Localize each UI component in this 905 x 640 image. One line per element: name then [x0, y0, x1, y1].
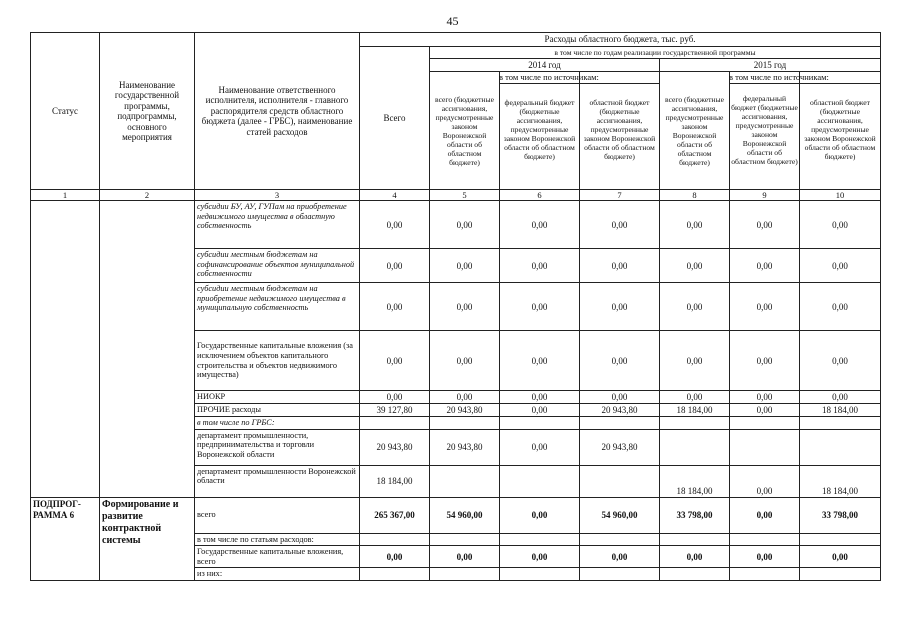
header-2014-federal-cell — [499, 72, 599, 190]
value-cell: 20 943,80 — [430, 404, 500, 417]
header-2015-regional: областной бюджет (бюджетные ассигнования, предусмотренные законом Воронежской области об областном бюджете) — [804, 98, 876, 161]
value-cell: 0,00 — [360, 546, 430, 568]
value-cell: 20 943,80 — [360, 429, 430, 465]
value-cell: 0,00 — [660, 283, 730, 331]
value-cell: 0,00 — [360, 249, 430, 283]
value-cell — [580, 568, 660, 581]
header-year-2015: 2015 год — [660, 58, 881, 72]
value-cell: 0,00 — [730, 546, 800, 568]
value-cell — [430, 465, 500, 497]
col-number: 8 — [660, 190, 730, 201]
value-cell — [430, 417, 500, 430]
value-cell: 20 943,80 — [430, 429, 500, 465]
value-cell: 0,00 — [730, 331, 800, 391]
row-description: в том числе по статьям расходов: — [195, 533, 360, 546]
col-number: 2 — [100, 190, 195, 201]
value-cell: 0,00 — [360, 391, 430, 404]
value-cell: 0,00 — [580, 546, 660, 568]
value-cell — [580, 533, 660, 546]
value-cell: 0,00 — [430, 331, 500, 391]
row-description: субсидии местным бюджетам на приобретение недвижимого имущества в муниципальную собственность — [195, 283, 360, 331]
row-description: департамент промышленности, предпринимательства и торговли Воронежской области — [195, 429, 360, 465]
header-program-name: Наименование государственной программы, подпрограммы, основного мероприятия — [100, 33, 195, 190]
value-cell: 265 367,00 — [360, 497, 430, 533]
value-cell: 0,00 — [730, 391, 800, 404]
value-cell: 0,00 — [500, 331, 580, 391]
value-cell: 0,00 — [500, 249, 580, 283]
row-description: в том числе по ГРБС: — [195, 417, 360, 430]
value-cell: 0,00 — [800, 283, 881, 331]
value-cell: 0,00 — [730, 497, 800, 533]
subprogram-status: ПОДПРОГ-РАММА 6 — [31, 497, 100, 580]
status-cell — [31, 201, 100, 498]
value-cell — [730, 417, 800, 430]
col-number: 9 — [730, 190, 800, 201]
value-cell: 0,00 — [660, 331, 730, 391]
header-2014-regional: областной бюджет (бюджетные ассигнования, предусмотренные законом Воронежской области об областном бюджете) — [583, 98, 656, 161]
col-number: 4 — [360, 190, 430, 201]
header-2014-by-source: в том числе по источникам: — [499, 72, 599, 82]
row-description: из них: — [195, 568, 360, 581]
value-cell — [730, 429, 800, 465]
value-cell: 20 943,80 — [580, 404, 660, 417]
value-cell: 0,00 — [500, 546, 580, 568]
value-cell — [360, 417, 430, 430]
subprogram-name: Формирование и развитие контрактной системы — [100, 497, 195, 580]
value-cell: 0,00 — [800, 391, 881, 404]
row-description: Государственные капитальные вложения (за исключением объектов капитального строительства и объектов недвижимого имущества) — [195, 331, 360, 391]
value-cell: 39 127,80 — [360, 404, 430, 417]
col-number: 6 — [500, 190, 580, 201]
value-cell: 0,00 — [660, 201, 730, 249]
budget-table — [30, 32, 881, 581]
value-cell: 0,00 — [360, 283, 430, 331]
header-2014-federal: федеральный бюджет (бюджетные ассигнования, предусмотренные законом Воронежской области об областном бюджете) — [503, 98, 576, 161]
value-cell: 0,00 — [730, 201, 800, 249]
col-number: 1 — [31, 190, 100, 201]
value-cell — [360, 533, 430, 546]
value-cell: 0,00 — [730, 283, 800, 331]
row-description: Государственные капитальные вложения, всего — [195, 546, 360, 568]
col-number: 3 — [195, 190, 360, 201]
header-2015-all: всего (бюджетные ассигнования, предусмотренные законом Воронежской области об областном бюджете) — [660, 72, 730, 190]
value-cell: 0,00 — [430, 391, 500, 404]
value-cell: 0,00 — [800, 546, 881, 568]
header-2014-regional-cell — [580, 72, 660, 190]
value-cell — [730, 533, 800, 546]
header-expenses-title: Расходы областного бюджета, тыс. руб. — [360, 33, 881, 47]
value-cell — [660, 568, 730, 581]
value-cell: 0,00 — [580, 201, 660, 249]
header-2015-federal-cell — [729, 72, 829, 190]
row-description: субсидии БУ, АУ, ГУПам на приобретение недвижимого имущества в областную собственность — [195, 201, 360, 249]
value-cell: 54 960,00 — [430, 497, 500, 533]
header-2015-by-source: в том числе по источникам: — [729, 72, 829, 82]
value-cell: 33 798,00 — [800, 497, 881, 533]
value-cell — [500, 465, 580, 497]
value-cell — [800, 568, 881, 581]
value-cell: 0,00 — [660, 391, 730, 404]
value-cell: 0,00 — [730, 249, 800, 283]
header-year-2014: 2014 год — [430, 58, 660, 72]
value-cell: 18 184,00 — [660, 465, 730, 497]
header-executor: Наименование ответственного исполнителя, исполнителя - главного распорядителя средств областного бюджета (далее - ГРБС), наименование статей расходов — [195, 33, 360, 190]
value-cell: 0,00 — [500, 404, 580, 417]
row-description: департамент промышленности Воронежской области — [195, 465, 360, 497]
value-cell — [730, 568, 800, 581]
row-description: НИОКР — [195, 391, 360, 404]
value-cell — [660, 533, 730, 546]
value-cell: 0,00 — [580, 331, 660, 391]
value-cell: 0,00 — [730, 465, 800, 497]
header-2015-federal: федеральный бюджет (бюджетные ассигнования, предусмотренные законом Воронежской области об областном бюджете) — [731, 94, 798, 166]
value-cell — [800, 417, 881, 430]
value-cell: 18 184,00 — [800, 465, 881, 497]
page-number: 45 — [446, 14, 459, 28]
value-cell — [800, 533, 881, 546]
value-cell: 0,00 — [360, 201, 430, 249]
value-cell — [580, 465, 660, 497]
value-cell: 0,00 — [660, 249, 730, 283]
value-cell: 0,00 — [500, 391, 580, 404]
value-cell: 20 943,80 — [580, 429, 660, 465]
value-cell: 54 960,00 — [580, 497, 660, 533]
header-status: Статус — [31, 33, 100, 190]
col-number: 7 — [580, 190, 660, 201]
header-total: Всего — [360, 46, 430, 190]
value-cell: 0,00 — [580, 283, 660, 331]
value-cell: 0,00 — [430, 546, 500, 568]
value-cell: 0,00 — [800, 331, 881, 391]
row-description: субсидии местным бюджетам на софинансирование объектов муниципальной собственности — [195, 249, 360, 283]
value-cell: 0,00 — [430, 283, 500, 331]
value-cell: 18 184,00 — [660, 404, 730, 417]
program-name-cell — [100, 201, 195, 498]
value-cell — [430, 568, 500, 581]
value-cell: 0,00 — [660, 546, 730, 568]
value-cell: 0,00 — [580, 391, 660, 404]
value-cell: 18 184,00 — [360, 465, 430, 497]
value-cell — [360, 568, 430, 581]
value-cell: 0,00 — [430, 249, 500, 283]
row-description: ПРОЧИЕ расходы — [195, 404, 360, 417]
value-cell: 0,00 — [580, 249, 660, 283]
header-by-year: в том числе по годам реализации государственной программы — [430, 46, 881, 58]
value-cell: 0,00 — [500, 429, 580, 465]
value-cell — [500, 417, 580, 430]
header-2015-regional-cell — [800, 72, 881, 190]
value-cell: 0,00 — [500, 283, 580, 331]
col-number: 10 — [800, 190, 881, 201]
value-cell — [500, 533, 580, 546]
value-cell: 0,00 — [800, 201, 881, 249]
value-cell: 18 184,00 — [800, 404, 881, 417]
value-cell — [800, 429, 881, 465]
value-cell — [580, 417, 660, 430]
value-cell — [500, 568, 580, 581]
value-cell: 0,00 — [800, 249, 881, 283]
value-cell: 33 798,00 — [660, 497, 730, 533]
col-number: 5 — [430, 190, 500, 201]
header-2014-all: всего (бюджетные ассигнования, предусмотренные законом Воронежской области об областном бюджете) — [430, 72, 500, 190]
value-cell: 0,00 — [500, 497, 580, 533]
value-cell: 0,00 — [430, 201, 500, 249]
row-description: всего — [195, 497, 360, 533]
value-cell: 0,00 — [730, 404, 800, 417]
value-cell — [660, 429, 730, 465]
value-cell: 0,00 — [500, 201, 580, 249]
value-cell — [660, 417, 730, 430]
value-cell — [430, 533, 500, 546]
value-cell: 0,00 — [360, 331, 430, 391]
